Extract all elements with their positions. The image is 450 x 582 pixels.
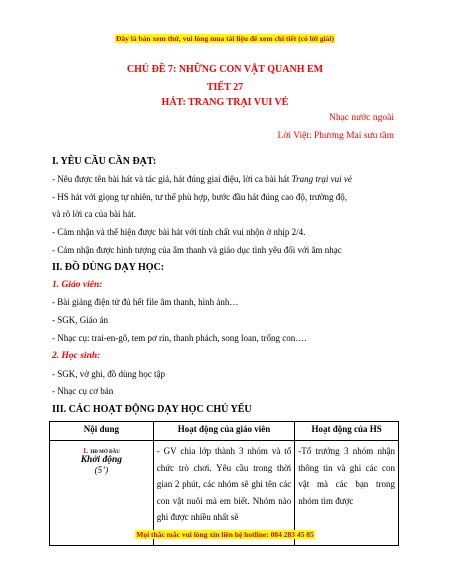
activity-duration: (5’) (94, 465, 109, 475)
section-2-line-1: - Bài giảng điện tử đủ hết file âm thanh, hình ảnh… (52, 297, 239, 307)
activity-type: HĐ MỞ ĐẦU (90, 450, 120, 455)
table-header-teacher: Hoạt động của giáo viên (153, 422, 295, 441)
activity-label (53, 445, 150, 455)
section-1-line-1-text: - Nêu được tên bài hát và tác giả, hát đúng giai điệu, lời ca bài hát (52, 174, 292, 184)
table-header-student: Hoạt động của HS (295, 422, 399, 441)
table-header-content: Nội dung (50, 422, 154, 441)
teacher-activity-text: - GV chia lớp thành 3 nhóm và tổ chức trò chơi. Yêu cầu trong thời gian 2 phút, các nhóm sẽ ghi tên các con vật nuôi mà em biết. Nhóm nào ghi được nhiều nhất sẽ (156, 446, 292, 522)
lesson-title: TIẾT 27 (206, 82, 244, 93)
table-header-row (50, 422, 399, 441)
section-3-heading: III. CÁC HOẠT ĐỘNG DẠY HỌC CHỦ YẾU (52, 404, 252, 415)
section-1-line-5: - Cảm nhận được hình tượng của âm thanh và giáo dục tình yêu đối với âm nhạc (52, 245, 342, 255)
hotline-banner (0, 530, 450, 539)
section-2-teacher-subheading: 1. Giáo viên: (52, 280, 103, 290)
song-title: HÁT: TRANG TRẠI VUI VẺ (161, 97, 289, 108)
section-1-line-3: và rõ lời ca của bài hát. (52, 209, 136, 219)
section-1-heading: I. YÊU CẦU CẦN ĐẠT: (52, 156, 157, 167)
section-1-line-1 (52, 174, 352, 184)
credit-music: Nhạc nước ngoài (328, 113, 394, 123)
section-1-line-2: - HS hát với giọng tự nhiên, tư thế phù hợp, bước đầu hát đúng cao độ, trường độ, (52, 192, 348, 202)
section-2-line-3: - Nhạc cụ: trai-en-gô, tem pơ rin, thanh phách, song loan, trống con…. (52, 333, 307, 343)
preview-notice-banner (0, 34, 450, 43)
student-activity-text: -Tổ trưởng 3 nhóm nhận thông tin và ghi các con vật mà các bạn trong nhóm tìm được (298, 446, 395, 506)
hotline-text: Mọi thắc mắc vui lòng xin liên hệ hotline: 084 283 45 85 (136, 530, 314, 539)
activity-number: 1. (82, 447, 89, 455)
section-2-line-4: - SGK, vở ghi, đồ dùng học tập (52, 369, 166, 379)
credit-lyrics: Lời Việt: Phương Mai sưu tầm (277, 131, 394, 141)
section-2-line-2: - SGK, Giáo án (52, 315, 108, 325)
activity-title: Khởi động (80, 455, 122, 465)
activity-table (49, 421, 399, 546)
section-1-line-4: - Cảm nhận và thể hiện được bài hát với tính chất vui nhộn ở nhịp 2/4. (52, 227, 306, 237)
topic-title: CHỦ ĐỀ 7: NHỮNG CON VẬT QUANH EM (126, 64, 324, 75)
preview-notice-text: Đây là bản xem thử, vui lòng mua tài liệu để xem chi tiết (có lời giải) (115, 34, 335, 43)
section-1-song-name: Trang trại vui vẻ (291, 174, 352, 184)
section-2-heading: II. ĐỒ DÙNG DẠY HỌC: (52, 262, 165, 273)
section-2-line-5: - Nhạc cụ cơ bản (52, 386, 114, 396)
section-2-student-subheading: 2. Học sinh: (52, 351, 101, 361)
